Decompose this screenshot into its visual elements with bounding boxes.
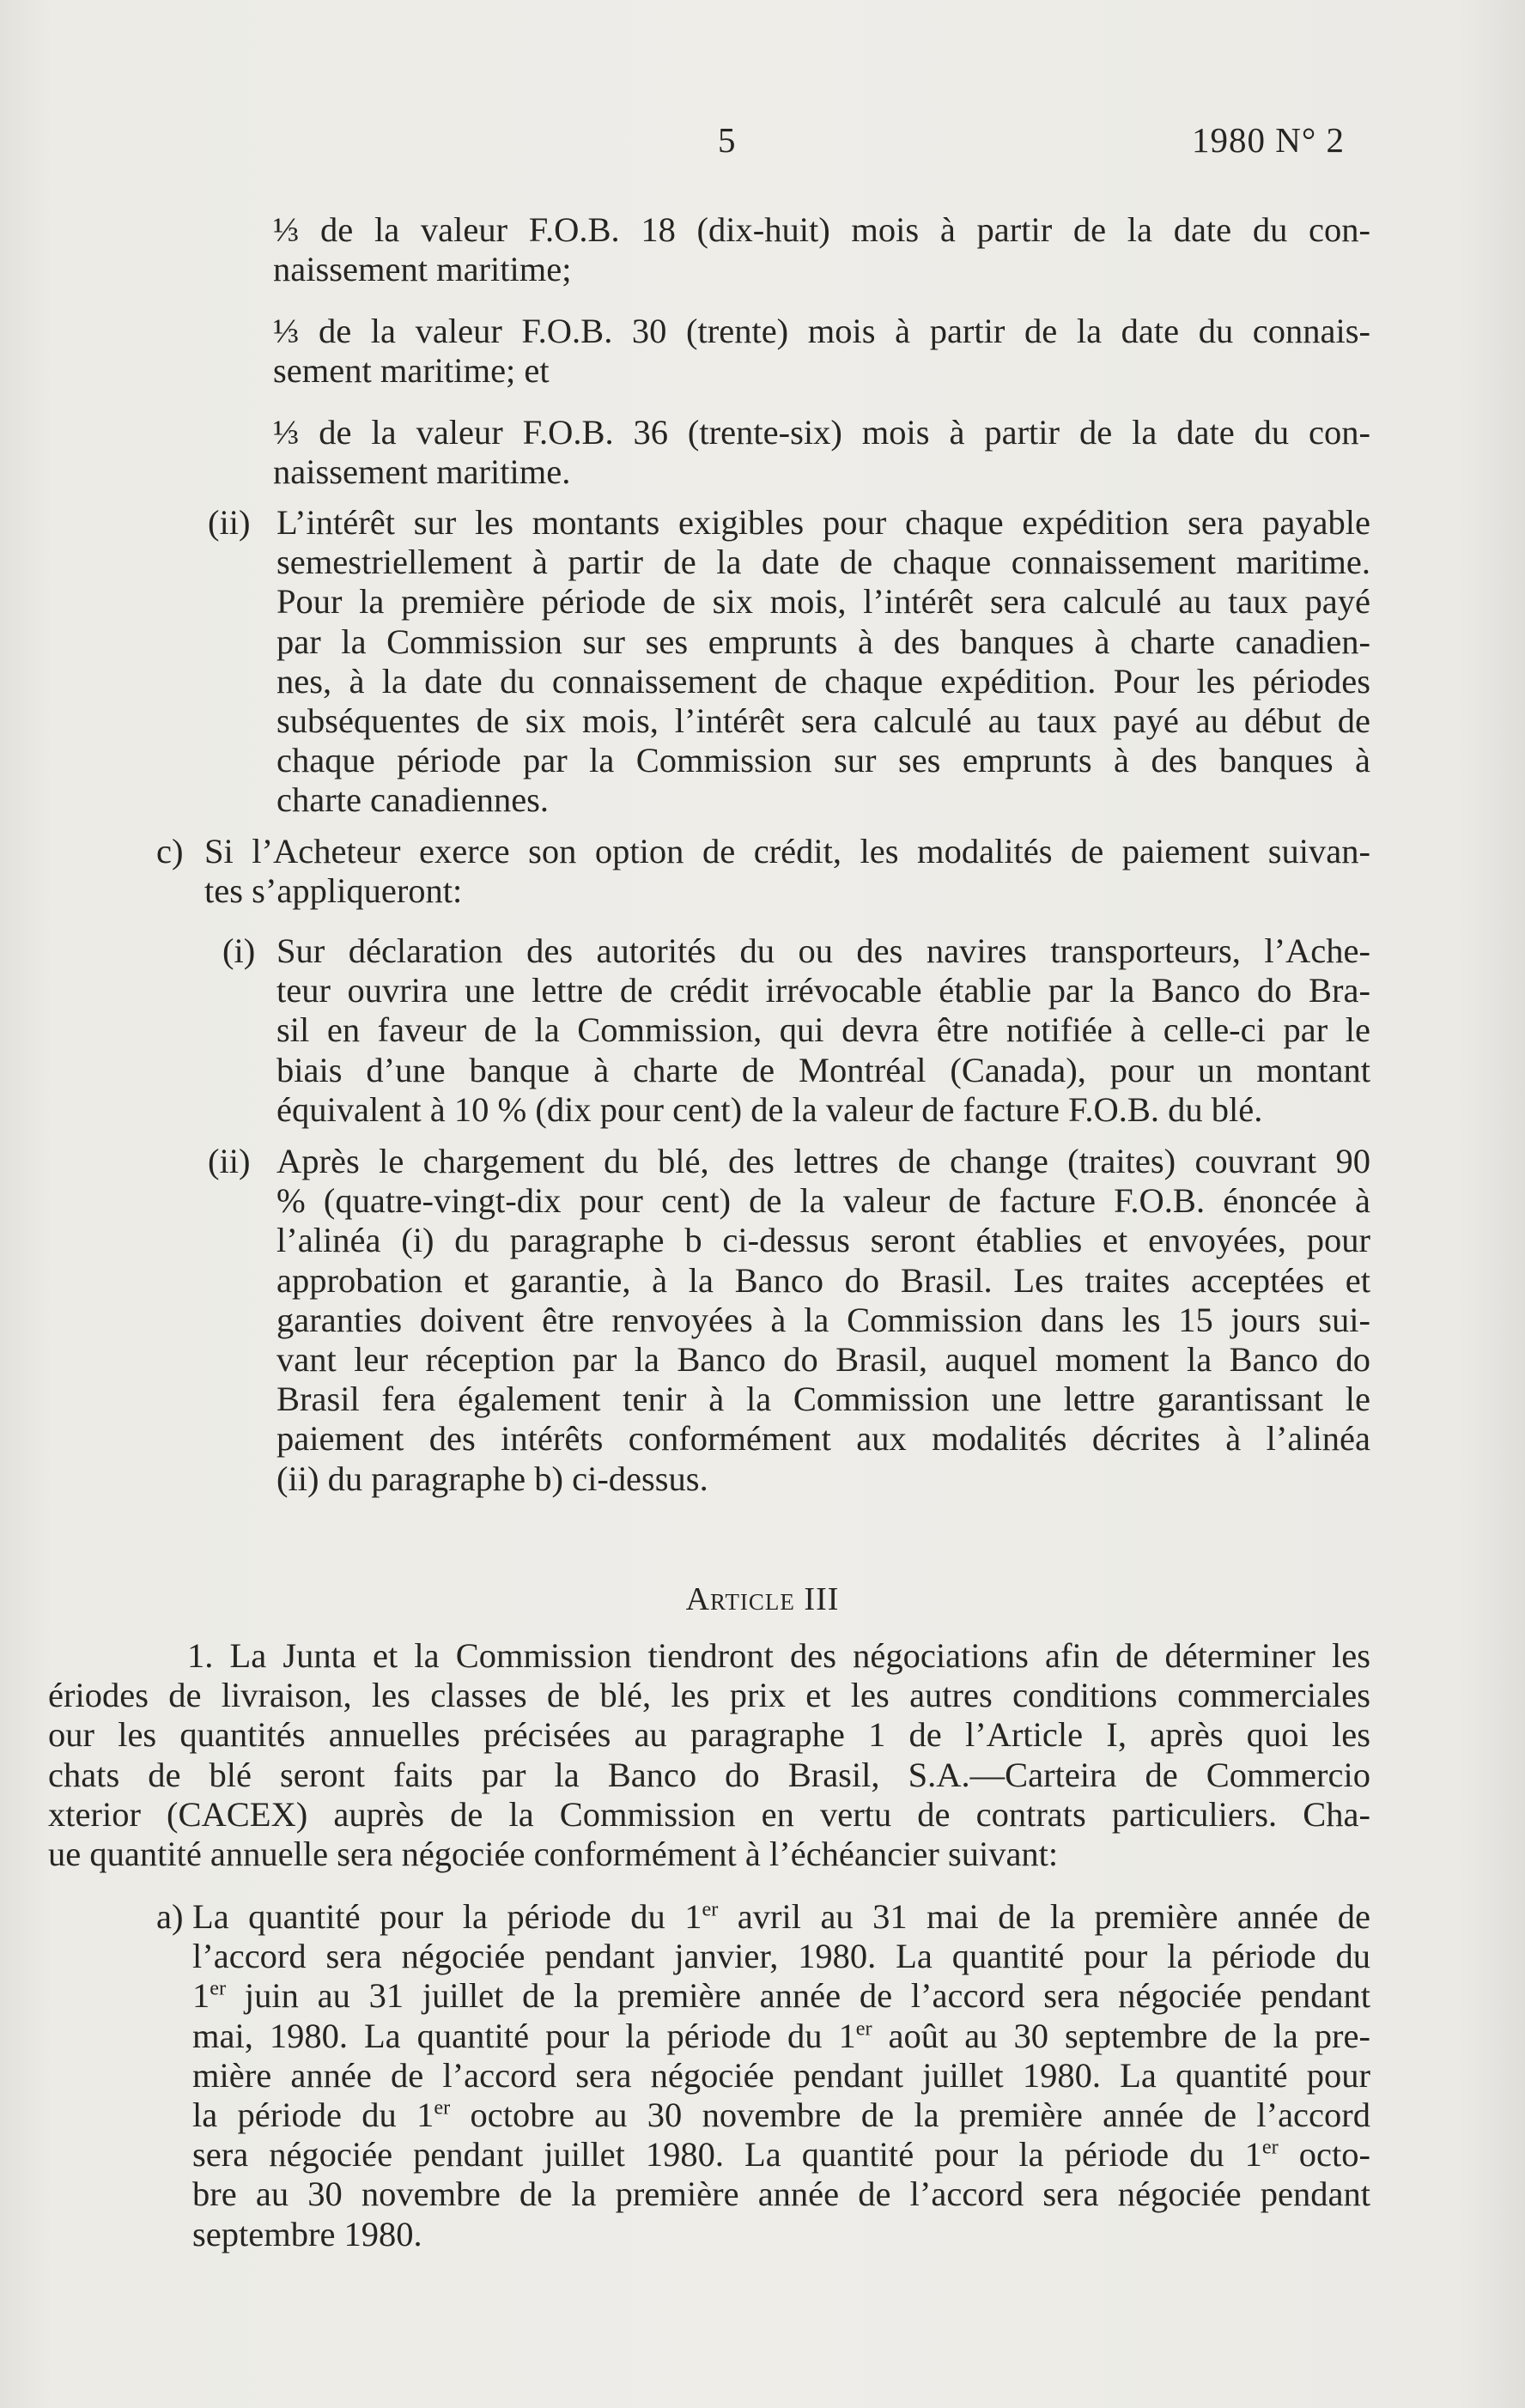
- subparagraph-label-c-i: (i): [222, 931, 256, 970]
- text-line: ⅓ de la valeur F.O.B. 36 (trente-six) mois à partir de la date du con-: [273, 413, 1370, 452]
- subparagraph-label-b-ii: (ii): [208, 503, 251, 542]
- text-line: ⅓ de la valeur F.O.B. 18 (dix-huit) mois à partir de la date du con-: [273, 210, 1370, 249]
- text-line: naissement maritime;: [273, 250, 572, 289]
- text-line: biais d’une banque à charte de Montréal (Canada), pour un montant: [276, 1050, 1370, 1089]
- text-line: sera négociée pendant juillet 1980. La quantité pour la période du 1er octo-: [192, 2135, 1371, 2174]
- fraction-item-30-months: [273, 312, 1370, 391]
- text-line: mière année de l’accord sera négociée pendant juillet 1980. La quantité pour: [192, 2055, 1370, 2095]
- text-line: chats de blé seront faits par la Banco do Brasil, S.A.—Carteira de Commercio: [48, 1755, 1370, 1794]
- text-line: (ii) du paragraphe b) ci-dessus.: [276, 1459, 708, 1498]
- article-heading: [0, 1578, 1525, 1621]
- text-line: semestriellement à partir de la date de chaque connaissement maritime.: [276, 543, 1370, 582]
- text-line: % (quatre-vingt-dix pour cent) de la valeur de facture F.O.B. énoncée à: [276, 1181, 1370, 1221]
- text-line: naissement maritime.: [273, 452, 571, 492]
- text-line: our les quantités annuelles précisées au paragraphe 1 de l’Article I, après quoi les: [48, 1715, 1370, 1755]
- paragraph-a-delivery-schedule: [192, 1897, 1370, 2254]
- text-line: l’accord sera négociée pendant janvier, 1980. La quantité pour la période du: [192, 1937, 1370, 1976]
- text-line: teur ouvrira une lettre de crédit irrévocable établie par la Banco do Bra-: [276, 971, 1370, 1010]
- subparagraph-label-c-ii: (ii): [208, 1142, 251, 1180]
- text-line: septembre 1980.: [192, 2214, 422, 2253]
- subparagraph-c-i-letter-of-credit: [276, 931, 1370, 1130]
- paragraph-label-a: a): [156, 1897, 184, 1936]
- text-line: vant leur réception par la Banco do Brasil, auquel moment la Banco do: [276, 1340, 1370, 1380]
- article-3-paragraph-1: [48, 1636, 1370, 1874]
- text-line: L’intérêt sur les montants exigibles pour chaque expédition sera payable: [276, 503, 1370, 542]
- text-line: par la Commission sur ses emprunts à des banques à charte canadien-: [276, 622, 1370, 661]
- page-number: 5: [718, 120, 736, 160]
- fraction-item-36-months: [273, 413, 1370, 492]
- text-line: xterior (CACEX) auprès de la Commission en vertu de contrats particuliers. Cha-: [48, 1794, 1370, 1834]
- text-line: approbation et garantie, à la Banco do Brasil. Les traites acceptées et: [276, 1260, 1370, 1300]
- text-line: ériodes de livraison, les classes de blé, les prix et les autres conditions commerciales: [48, 1676, 1370, 1715]
- text-line: sil en faveur de la Commission, qui devra être notifiée à celle-ci par le: [276, 1010, 1370, 1050]
- paragraph-label-c: c): [156, 832, 184, 870]
- text-line: l’alinéa (i) du paragraphe b ci-dessus seront établies et envoyées, pour: [276, 1221, 1370, 1260]
- text-line: bre au 30 novembre de la première année de l’accord sera négociée pendant: [192, 2174, 1370, 2214]
- text-line: Si l’Acheteur exerce son option de crédit, les modalités de paiement suivan-: [204, 832, 1370, 870]
- subparagraph-c-ii-drafts: [276, 1142, 1370, 1499]
- paragraph-c-credit-option: [204, 832, 1370, 911]
- text-line: Pour la première période de six mois, l’intérêt sera calculé au taux payé: [276, 582, 1370, 622]
- text-line: charte canadiennes.: [276, 780, 550, 820]
- fraction-item-18-months: [273, 210, 1370, 289]
- text-line: ⅓ de la valeur F.O.B. 30 (trente) mois à partir de la date du connais-: [273, 312, 1370, 350]
- text-line: 1. La Junta et la Commission tiendront des négociations afin de déterminer les: [187, 1636, 1370, 1675]
- text-line: paiement des intérêts conformément aux modalités décrites à l’alinéa: [276, 1419, 1370, 1459]
- text-line: tes s’appliqueront:: [204, 871, 463, 911]
- text-line: ue quantité annuelle sera négociée conformément à l’échéancier suivant:: [48, 1835, 1059, 1874]
- text-line: Après le chargement du blé, des lettres de change (traites) couvrant 90: [276, 1142, 1370, 1180]
- text-line: Sur déclaration des autorités du ou des navires transporteurs, l’Ache-: [276, 931, 1370, 970]
- text-line: sement maritime; et: [273, 351, 550, 391]
- text-line: La quantité pour la période du 1er avril au 31 mai de la première année de: [192, 1897, 1370, 1936]
- text-line: équivalent à 10 % (dix pour cent) de la valeur de facture F.O.B. du blé.: [276, 1089, 1263, 1129]
- text-line: chaque période par la Commission sur ses emprunts à des banques à: [276, 741, 1370, 780]
- text-line: 1er juin au 31 juillet de la première année de l’accord sera négociée pendant: [192, 1976, 1370, 2016]
- text-line: garanties doivent être renvoyées à la Commission dans les 15 jours sui-: [276, 1300, 1370, 1339]
- text-line: Brasil fera également tenir à la Commission une lettre garantissant le: [276, 1380, 1370, 1419]
- text-line: nes, à la date du connaissement de chaque expédition. Pour les périodes: [276, 661, 1370, 701]
- text-line: subséquentes de six mois, l’intérêt sera calculé au taux payé au début de: [276, 701, 1370, 741]
- text-line: mai, 1980. La quantité pour la période du 1er août au 30 septembre de la pre-: [192, 2016, 1370, 2055]
- article-heading-text: Article III: [685, 1581, 840, 1617]
- statute-reference: 1980 N° 2: [1192, 120, 1346, 160]
- text-line: la période du 1er octobre au 30 novembre de la première année de l’accord: [192, 2096, 1370, 2135]
- subparagraph-b-ii-interest: [276, 503, 1370, 821]
